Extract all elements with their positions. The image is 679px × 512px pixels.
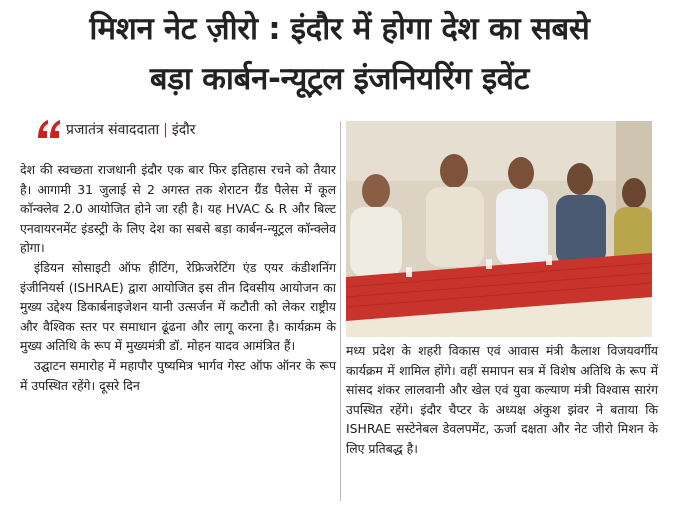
- article-right-column: [346, 341, 658, 459]
- press-conference-photo: [346, 121, 652, 337]
- headline-line-1: मिशन नेट ज़ीरो : इंदौर में होगा देश का सबसे: [89, 11, 590, 47]
- byline-city: इंदौर: [171, 122, 196, 138]
- paragraph-intro: देश की स्वच्छता राजधानी इंदौर एक बार फिर इतिहास रचने को तैयार है। आगामी 31 जुलाई से 2 अगस्त तक शेराटन ग्रैंड पैलेस में कूल कॉन्क्लेव 2.0 आयोजित होने जा रही है। यह HVAC & R और बिल्ट एनवायरनमेंट इंडस्ट्री के लिए देश का सबसे बड़ा कार्बन-न्यूट्रल कॉन्क्लेव होगा।: [20, 162, 336, 256]
- paragraph-guests: मध्य प्रदेश के शहरी विकास एवं आवास मंत्री कैलाश विजयवर्गीय कार्यक्रम में शामिल होंगे। वहीं समापन सत्र में विशेष अतिथि के रूप में सांसद शंकर लालवानी और खेल एवं युवा कल्याण मंत्री विश्वास सारंग उपस्थित रहेंगे। इंदौर चैप्टर के अध्यक्ष अंकुश झंवर ने बताया कि ISHRAE सस्टेनेबल डेवलपमेंट, ऊर्जा दक्षता और नेट जीरो मिशन के लिए प्रतिबद्ध है।: [346, 343, 658, 456]
- headline-line-2: बड़ा कार्बन-न्यूट्रल इंजनियरिंग इवेंट: [149, 61, 530, 97]
- column-divider: [340, 121, 341, 501]
- paragraph-inauguration: उद्घाटन समारोह में महापौर पुष्यमित्र भार्गव गेस्ट ऑफ ऑनर के रूप में उपस्थित रहेंगे। दूसरे दिन: [20, 357, 336, 393]
- headline: [0, 4, 679, 104]
- byline-separator: |: [163, 122, 168, 138]
- press-photo-illustration: [346, 121, 652, 337]
- paragraph-ishrae: इंडियन सोसाइटी ऑफ हीटिंग, रेफ्रिजरेटिंग एंड एयर कंडीशनिंग इंजीनियर्स (ISHRAE) द्वारा आयोजित इस तीन दिवसीय आयोजन का मुख्य उद्देश्य डिकार्बनाइजेशन यानी उत्सर्जन में कटौती को लेकर राष्ट्रीय और वैश्विक स्तर पर समाधान ढूंढना और लागू करना है। कार्यक्रम के मुख्य अतिथि के रूप में मुख्यमंत्री डॉ. मोहन यादव आमंत्रित हैं।: [20, 259, 336, 354]
- byline-author: प्रजातंत्र संवाददाता: [66, 122, 160, 138]
- byline: [66, 120, 196, 139]
- article-left-column: [20, 160, 336, 395]
- quote-icon: [36, 118, 62, 140]
